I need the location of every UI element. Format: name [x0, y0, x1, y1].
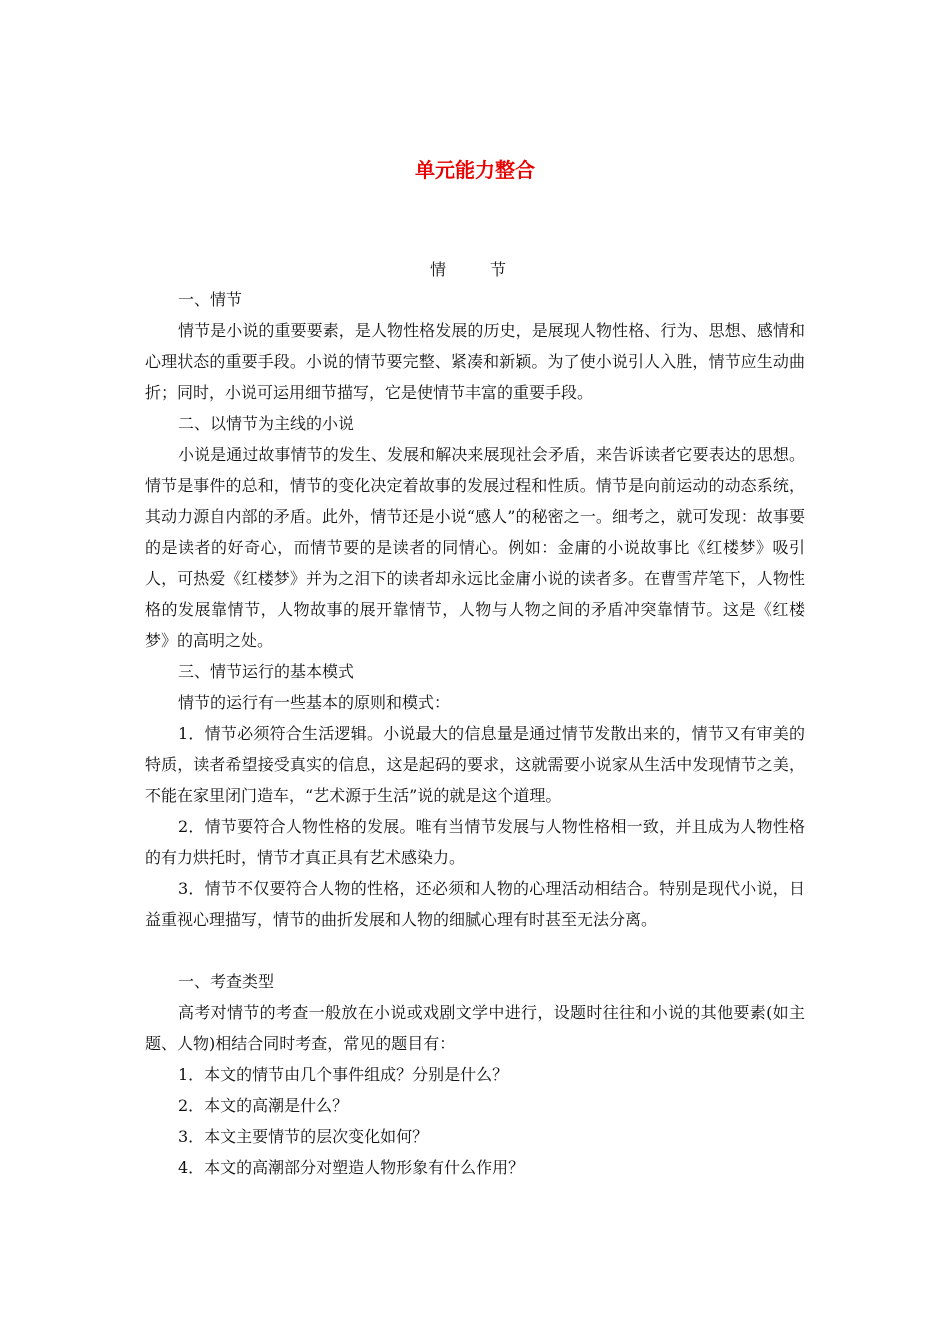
heading-plot-centered-novel: 二、以情节为主线的小说	[178, 414, 355, 433]
section-spacer	[145, 935, 805, 966]
paragraph-plot-definition: 情节是小说的重要要素，是人物性格发展的历史，是展现人物性格、行为、思想、感情和心理状态的重要手段。小说的情节要完整、紧凑和新颖。为了使小说引人入胜，情节应生动曲折；同时，小说可运用细节描写，它是使情节丰富的重要手段。	[145, 321, 805, 402]
list-item: 1．情节必须符合生活逻辑。小说最大的信息量是通过情节发散出来的，情节又有审美的特质，读者希望接受真实的信息，这是起码的要求，这就需要小说家从生活中发现情节之美，不能在家里闭门造车，“艺术源于生活”说的就是这个道理。	[145, 724, 805, 805]
list-item: 3．情节不仅要符合人物的性格，还必须和人物的心理活动相结合。特别是现代小说，日益重视心理描写，情节的曲折发展和人物的细腻心理有时甚至无法分离。	[145, 879, 805, 929]
section-subtitle: 情 节	[429, 260, 520, 279]
paragraph-plot-centered-novel: 小说是通过故事情节的发生、发展和解决来展现社会矛盾，来告诉读者它要表达的思想。情节是事件的总和，情节的变化决定着故事的发展过程和性质。情节是向前运动的动态系统，其动力源自内部的矛盾。此外，情节还是小说“感人”的秘密之一。细考之，就可发现：故事要的是读者的好奇心，而情节要的是读者的同情心。例如：金庸的小说故事比《红楼梦》吸引人，可热爱《红楼梦》并为之泪下的读者却永远比金庸小说的读者多。在曹雪芹笔下，人物性格的发展靠情节，人物故事的展开靠情节，人物与人物之间的矛盾冲突靠情节。这是《红楼梦》的高明之处。	[145, 445, 805, 650]
question-item: 1．本文的情节由几个事件组成？分别是什么？	[178, 1065, 509, 1084]
heading-plot-patterns: 三、情节运行的基本模式	[178, 662, 355, 681]
heading-exam-types: 一、考查类型	[178, 972, 275, 991]
question-item: 3．本文主要情节的层次变化如何？	[178, 1127, 429, 1146]
paragraph-exam-types: 高考对情节的考查一般放在小说或戏剧文学中进行，设题时往往和小说的其他要素(如主题、人物)相结合同时考查，常见的题目有：	[145, 1003, 805, 1053]
question-item: 4．本文的高潮部分对塑造人物形象有什么作用？	[178, 1158, 525, 1177]
page-title: 单元能力整合	[415, 158, 535, 182]
list-item: 2．情节要符合人物性格的发展。唯有当情节发展与人物性格相一致，并且成为人物性格的有力烘托时，情节才真正具有艺术感染力。	[145, 817, 805, 867]
heading-plot: 一、情节	[178, 290, 243, 309]
question-item: 2．本文的高潮是什么？	[178, 1096, 349, 1115]
paragraph-plot-patterns-intro: 情节的运行有一些基本的原则和模式：	[178, 693, 451, 712]
document-body	[145, 284, 805, 1183]
